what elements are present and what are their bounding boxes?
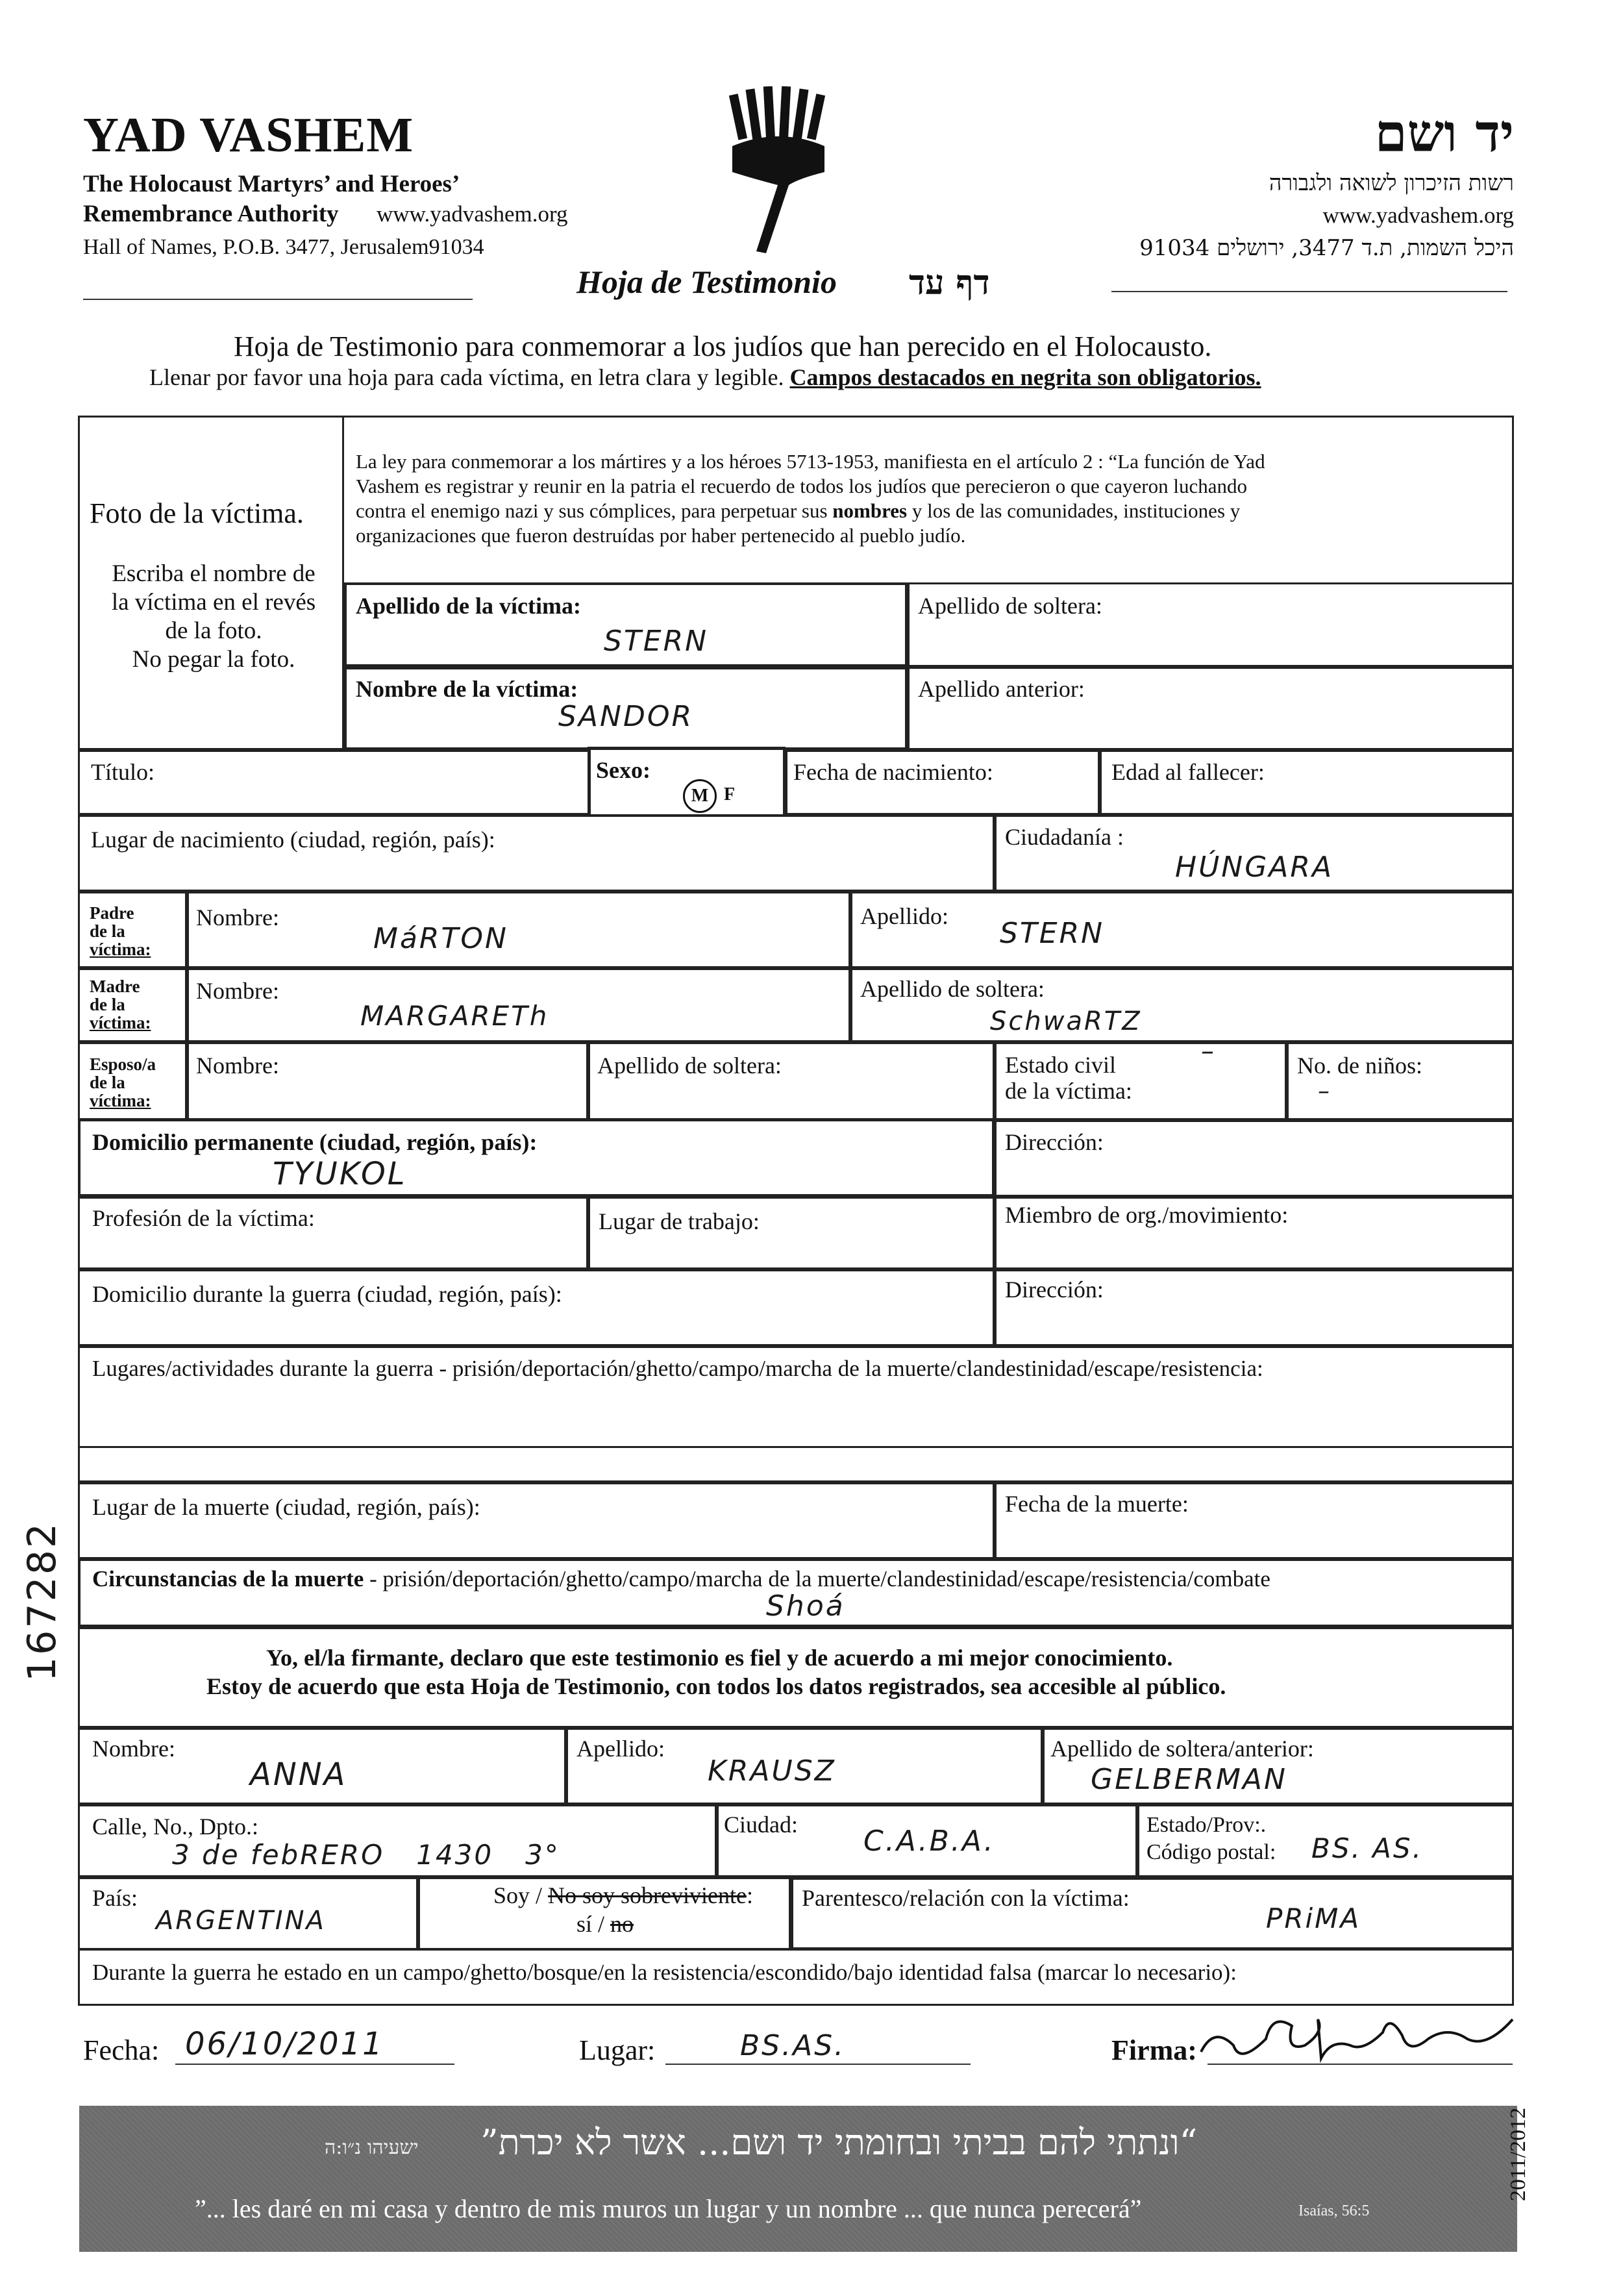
- father-name-field[interactable]: [187, 892, 850, 968]
- address-left: Hall of Names, P.O.B. 3477, Jerusalem91034: [83, 235, 484, 259]
- state-value: BS. AS.: [1311, 1832, 1423, 1864]
- permanent-residence-label: Domicilio permanente (ciudad, región, país):: [92, 1129, 538, 1155]
- citizenship-value: HÚNGARA: [1175, 851, 1334, 884]
- form-title-hebrew: דף עד: [909, 263, 990, 303]
- father-name-label: Nombre:: [196, 905, 279, 930]
- intro-line2-required: Campos destacados en negrita son obligatorios.: [789, 364, 1261, 390]
- footer-hebrew-ref: ישעיהו נ״ו:ה: [325, 2136, 419, 2159]
- survivor-status-label: Soy / No soy sobreviviente:: [493, 1882, 753, 1908]
- during-war-label: Durante la guerra he estado en un campo/ghetto/bosque/en la resistencia/escondido/bajo identidad falsa (marcar lo necesario):: [92, 1960, 1237, 1985]
- relation-value: PRiMA: [1266, 1903, 1361, 1934]
- hebrew-org-line1: רשות הזיכרון לשואה ולגבורה: [1269, 170, 1514, 196]
- signature-mark[interactable]: [1195, 2000, 1519, 2071]
- profession-label: Profesión de la víctima:: [92, 1205, 315, 1231]
- mother-name-label: Nombre:: [196, 978, 279, 1004]
- war-domicile-label: Domicilio durante la guerra (ciudad, región, país):: [92, 1281, 562, 1307]
- org-name: YAD VASHEM: [83, 108, 414, 162]
- victim-previous-surname-label: Apellido anterior:: [918, 676, 1085, 702]
- website-right: www.yadvashem.org: [1322, 203, 1514, 228]
- permanent-residence-value: TYUKOL: [273, 1156, 407, 1192]
- title-label: Título:: [91, 759, 155, 785]
- state-label: Estado/Prov:.: [1146, 1813, 1267, 1837]
- children-count-label: No. de niños:: [1297, 1053, 1422, 1079]
- footer-hebrew-quote: ”ונתתי להם בביתי ובחומתי יד ושם... אשר לא יכרת“: [480, 2122, 1198, 2163]
- street-value: 3 de febRERO 1430 3°: [172, 1839, 560, 1871]
- hebrew-org-name: יד ושם: [1374, 103, 1514, 164]
- death-circumstances-label: Circunstancias de la muerte - prisión/deportación/ghetto/campo/marcha de la muerte/clandestinidad/escape/resistencia/combate: [92, 1566, 1270, 1591]
- date-line: [175, 2064, 454, 2065]
- photo-box-instructions: Escriba el nombre de la víctima en el revés de la foto. No pegar la foto.: [111, 560, 316, 673]
- place-line: [665, 2064, 971, 2065]
- city-value: C.A.B.A.: [863, 1825, 995, 1858]
- victim-first-name-label: Nombre de la víctima:: [356, 676, 578, 702]
- father-surname-value: STERN: [1000, 917, 1105, 950]
- submitter-maiden-value: GELBERMAN: [1091, 1763, 1287, 1796]
- workplace-label: Lugar de trabajo:: [599, 1208, 760, 1234]
- date-value[interactable]: 06/10/2011: [185, 2026, 384, 2062]
- country-label: País:: [92, 1885, 138, 1911]
- submitter-name-label: Nombre:: [92, 1736, 175, 1762]
- victim-maiden-name-label: Apellido de soltera:: [918, 593, 1102, 619]
- submitter-maiden-label: Apellido de soltera/anterior:: [1050, 1736, 1314, 1762]
- declaration-line1: Yo, el/la firmante, declaro que este testimonio es fiel y de acuerdo a mi mejor conocimiento.: [266, 1645, 1173, 1671]
- org-line1: The Holocaust Martyrs’ and Heroes’: [83, 171, 460, 197]
- sex-option-f[interactable]: F: [724, 784, 736, 805]
- dob-label: Fecha de nacimiento:: [793, 759, 993, 785]
- membership-label: Miembro de org./movimiento:: [1005, 1202, 1289, 1228]
- father-row-label: Padre de la víctima:: [90, 903, 151, 959]
- intro-line1: Hoja de Testimonio para conmemorar a los judíos que han perecido en el Holocausto.: [234, 331, 1212, 362]
- mother-name-value: MARGARETh: [360, 1000, 549, 1032]
- mother-maiden-label: Apellido de soltera:: [860, 976, 1045, 1002]
- submitter-name-value: ANNA: [250, 1756, 347, 1793]
- citizenship-label: Ciudadanía :: [1005, 824, 1124, 850]
- footer-spanish-ref: Isaías, 56:5: [1298, 2202, 1370, 2219]
- signature-label: Firma:: [1111, 2034, 1197, 2066]
- footer-spanish-quote: ”... les daré en mi casa y dentro de mis muros un lugar y un nombre ... que nunca perecerá”: [195, 2194, 1142, 2223]
- permanent-address-label: Dirección:: [1005, 1129, 1104, 1155]
- victim-surname-label: Apellido de la víctima:: [356, 593, 581, 619]
- margin-archive-number: 167282: [19, 1521, 65, 1682]
- death-date-label: Fecha de la muerte:: [1005, 1491, 1189, 1517]
- relation-label: Parentesco/relación con la víctima:: [802, 1885, 1130, 1911]
- header-rule-left: [83, 299, 473, 300]
- title-field[interactable]: [78, 750, 591, 815]
- org-line2: Remembrance Authority: [83, 201, 339, 227]
- spouse-maiden-label: Apellido de soltera:: [597, 1053, 782, 1079]
- age-at-death-label: Edad al fallecer:: [1111, 759, 1265, 785]
- hebrew-address: היכל השמות, ת.ד 3477, ירושלים 91034: [1139, 235, 1514, 261]
- children-count-value: –: [1318, 1078, 1331, 1104]
- law-text: La ley para conmemorar a los mártires y a los héroes 5713-1953, manifiesta en el artículo 2 : “La función de Yad Vashem es registrar y reunir en la patria el recuerdo de todos los judíos que perecieron o que cayeron luchando contra el enemigo nazi y sus cómplices, para perpetuar sus nombres y los de las comunidades, instituciones y organizaciones que fueron destruídas por haber pertenecido al pueblo judío.: [356, 450, 1265, 547]
- mother-maiden-value: SchwaRTZ: [990, 1006, 1142, 1036]
- country-value: ARGENTINA: [156, 1906, 326, 1936]
- war-address-label: Dirección:: [1005, 1277, 1104, 1303]
- sex-label: Sexo:: [596, 757, 650, 783]
- website-left: www.yadvashem.org: [377, 201, 568, 227]
- birthplace-label: Lugar de nacimiento (ciudad, región, país):: [91, 827, 495, 853]
- death-circumstances-value: Shoá: [766, 1590, 845, 1623]
- postal-code-label: Código postal:: [1146, 1840, 1276, 1864]
- date-label: Fecha:: [83, 2034, 160, 2066]
- survivor-yes-no[interactable]: sí / no: [576, 1911, 634, 1937]
- declaration-line2: Estoy de acuerdo que esta Hoja de Testimonio, con todos los datos registrados, sea accesible al público.: [206, 1673, 1226, 1699]
- sex-option-m[interactable]: M: [683, 779, 717, 813]
- photo-box-title: Foto de la víctima.: [90, 497, 304, 529]
- place-label: Lugar:: [579, 2034, 656, 2066]
- street-label: Calle, No., Dpto.:: [92, 1814, 258, 1840]
- death-place-label: Lugar de la muerte (ciudad, región, país):: [92, 1494, 480, 1520]
- spouse-name-label: Nombre:: [196, 1053, 279, 1079]
- father-name-value: MáRTON: [373, 922, 508, 955]
- war-places-label: Lugares/actividades durante la guerra - prisión/deportación/ghetto/campo/marcha de la muerte/clandestinidad/escape/resistencia:: [92, 1356, 1263, 1381]
- civil-status-label: Estado civil de la víctima:: [1005, 1052, 1132, 1104]
- submitter-surname-label: Apellido:: [576, 1736, 665, 1762]
- yad-vashem-logo: [727, 81, 831, 256]
- submitter-surname-value: KRAUSZ: [708, 1754, 836, 1788]
- intro-line2-regular: Llenar por favor una hoja para cada víctima, en letra clara y legible.: [149, 364, 790, 390]
- father-surname-field[interactable]: [850, 892, 1514, 968]
- header-rule-right: [1111, 291, 1507, 292]
- city-label: Ciudad:: [724, 1812, 798, 1838]
- victim-surname-value: STERN: [604, 625, 709, 658]
- victim-first-name-value: SANDOR: [558, 700, 694, 733]
- spouse-row-label: Esposo/a de la víctima:: [90, 1054, 156, 1110]
- form-title: Hoja de Testimonio: [576, 264, 837, 300]
- place-value[interactable]: BS.AS.: [740, 2029, 846, 2062]
- father-surname-label: Apellido:: [860, 903, 948, 929]
- form-code: 2011/2012: [1506, 2107, 1530, 2201]
- mother-row-label: Madre de la víctima:: [90, 977, 151, 1032]
- intro-line2: [149, 364, 1261, 391]
- civil-status-value: –: [1201, 1036, 1216, 1066]
